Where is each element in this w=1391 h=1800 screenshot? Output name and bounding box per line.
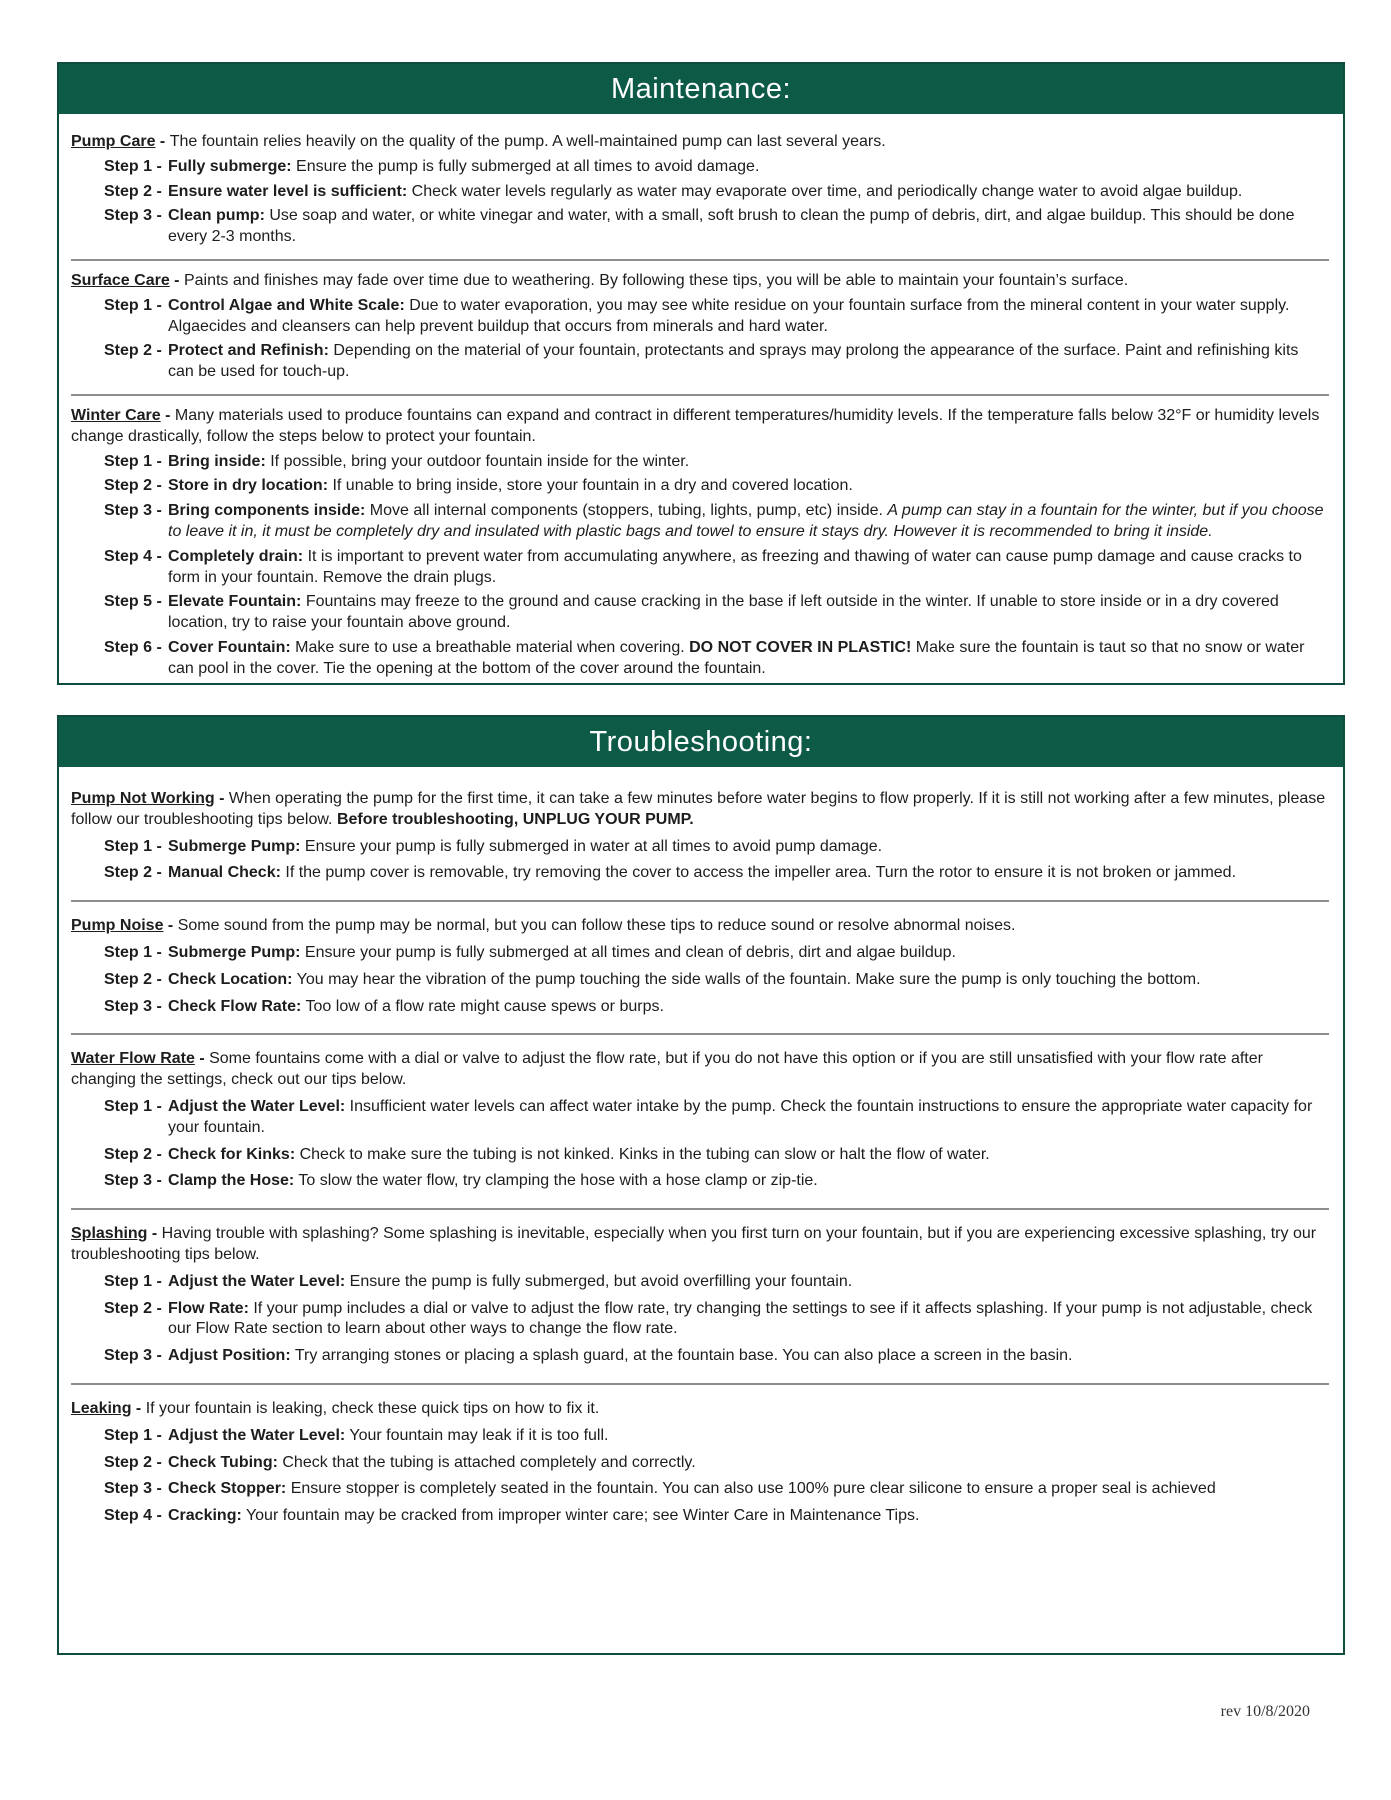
step-number-label: Step 1 - (104, 943, 162, 961)
text-segment: If the pump cover is removable, try removing the cover to access the impeller area. Turn the rotor to ensure it is not broken or jammed. (285, 864, 1237, 882)
step-number-label: Step 2 - (104, 1299, 162, 1317)
step-title: Protect and Refinish: (168, 342, 329, 360)
step-row-1 (104, 1097, 1329, 1139)
step-row-3 (104, 1346, 1329, 1367)
step-row-2 (104, 1453, 1329, 1474)
step-title: Elevate Fountain: (168, 593, 302, 611)
text-segment: Make sure the fountain is taut so that no snow or water can pool in the cover. Tie the opening at the bottom of the cover around the fountain. (168, 638, 1305, 677)
step-row-1 (104, 157, 1329, 178)
step-row-2 (104, 1299, 1329, 1341)
step-row-2 (104, 476, 1329, 497)
step-title: Check Stopper: (168, 1480, 287, 1498)
heading-dash: - (214, 790, 229, 807)
step-number-label: Step 6 - (104, 638, 162, 656)
topic-intro (71, 132, 1329, 153)
step-title: Clamp the Hose: (168, 1172, 295, 1190)
step-row-1 (104, 1426, 1329, 1447)
step-text (168, 1346, 1329, 1367)
step-title: Check Flow Rate: (168, 997, 302, 1015)
step-text (168, 1097, 1329, 1139)
topic-heading: Water Flow Rate (71, 1050, 195, 1068)
maintenance-section (57, 62, 1345, 685)
heading-dash: - (147, 1225, 162, 1243)
text-segment: Ensure the pump is fully submerged, but avoid overfilling your fountain. (349, 1272, 853, 1290)
step-text (168, 341, 1329, 383)
text-segment: Before troubleshooting, UNPLUG YOUR PUMP. (336, 810, 694, 828)
topic-heading: Leaking (71, 1399, 132, 1417)
text-segment: Fountains may freeze to the ground and cause cracking in the base if left outside in the winter. If unable to store inside or in a dry covered location, try to raise your fountain above ground. (168, 593, 1279, 632)
step-text (168, 1145, 1329, 1166)
text-segment: Ensure your pump is fully submerged in water at all times to avoid pump damage. (304, 837, 883, 855)
step-number-label: Step 1 - (104, 1097, 162, 1115)
text-segment: Ensure stopper is completely seated in the fountain. You can also use 100% pure clear silicone to ensure a proper seal is achieved (290, 1480, 1216, 1498)
topic-surface-care (71, 263, 1329, 392)
step-title: Bring components inside: (168, 502, 366, 520)
text-segment: Too low of a flow rate might cause spews or burps. (305, 997, 664, 1015)
step-title: Adjust the Water Level: (168, 1272, 346, 1290)
step-text (168, 1506, 1329, 1527)
topic-intro (71, 1224, 1329, 1266)
step-number-label: Step 3 - (104, 1347, 162, 1365)
topic-intro (71, 1049, 1329, 1091)
text-segment: Try arranging stones or placing a splash guard, at the fountain base. You can also place a screen in the basin. (294, 1347, 1073, 1365)
step-text (168, 1299, 1329, 1341)
topic-intro (71, 916, 1329, 937)
text-segment: Use soap and water, or white vinegar and water, with a small, soft brush to clean the pump of debris, dirt, and algae buildup. This should be done every 2-3 months. (168, 207, 1295, 246)
step-number-label: Step 2 - (104, 970, 162, 988)
step-row-2 (104, 341, 1329, 383)
step-row-3 (104, 1479, 1329, 1500)
text-segment: If unable to bring inside, store your fountain in a dry and covered location. (332, 477, 853, 495)
step-number-label: Step 4 - (104, 547, 162, 565)
step-text (168, 296, 1329, 338)
step-text (168, 1479, 1329, 1500)
step-number-label: Step 3 - (104, 997, 162, 1015)
topic-intro (71, 1399, 1329, 1420)
step-row-3 (104, 501, 1329, 543)
topic-winter-care (71, 398, 1329, 685)
text-segment: You may hear the vibration of the pump touching the side walls of the fountain. Make sure the pump is only touching the bottom. (296, 970, 1201, 988)
step-text (168, 863, 1329, 884)
text-segment: If your fountain is leaking, check these quick tips on how to fix it. (145, 1399, 600, 1417)
text-segment: Having trouble with splashing? Some splashing is inevitable, especially when you first turn on your fountain, but if you are experiencing excessive splashing, try our troubleshooting tips below. (71, 1225, 1317, 1263)
maintenance-title: Maintenance: (610, 72, 792, 105)
text-segment: The fountain relies heavily on the quality of the pump. A well-maintained pump can last several years. (169, 133, 886, 150)
troubleshooting-content (59, 767, 1343, 1549)
text-segment: Paints and finishes may fade over time due to weathering. By following these tips, you will be able to maintain your fountain’s surface. (183, 271, 1129, 289)
step-number-label: Step 3 - (104, 1172, 162, 1190)
step-title: Cracking: (168, 1507, 242, 1525)
text-segment: Check that the tubing is attached completely and correctly. (282, 1453, 696, 1471)
text-segment: Many materials used to produce fountains can expand and contract in different temperatures/humidity levels. If the temperature falls below 32°F or humidity levels change drastically, follow the steps below to protect your fountain. (71, 406, 1320, 445)
step-row-3 (104, 997, 1329, 1018)
step-title: Adjust the Water Level: (168, 1097, 346, 1115)
step-title: Ensure water level is sufficient: (168, 182, 408, 200)
step-text (168, 476, 1329, 497)
text-segment: If possible, bring your outdoor fountain inside for the winter. (270, 452, 690, 470)
step-title: Control Algae and White Scale: (168, 296, 405, 314)
step-text (168, 1426, 1329, 1447)
text-segment: Check to make sure the tubing is not kinked. Kinks in the tubing can slow or halt the flow of water. (299, 1145, 990, 1163)
step-row-4 (104, 547, 1329, 589)
step-number-label: Step 4 - (104, 1507, 162, 1525)
step-text (168, 997, 1329, 1018)
topic-divider (71, 259, 1329, 261)
step-number-label: Step 1 - (104, 837, 162, 855)
step-row-2 (104, 970, 1329, 991)
troubleshooting-section (57, 715, 1345, 1655)
step-row-1 (104, 296, 1329, 338)
step-row-5 (104, 592, 1329, 634)
heading-dash: - (131, 1399, 146, 1417)
text-segment: Ensure the pump is fully submerged at all times to avoid damage. (296, 157, 760, 175)
step-number-label: Step 3 - (104, 502, 162, 520)
maintenance-header-bar (59, 64, 1343, 114)
step-text (168, 1171, 1329, 1192)
step-title: Submerge Pump: (168, 837, 301, 855)
step-number-label: Step 2 - (104, 182, 162, 200)
step-row-4 (104, 1506, 1329, 1527)
step-text (168, 547, 1329, 589)
step-title: Fully submerge: (168, 157, 292, 175)
troubleshooting-title: Troubleshooting: (589, 725, 813, 758)
heading-dash: - (169, 271, 184, 289)
topic-heading: Pump Care (71, 133, 156, 150)
topic-heading: Winter Care (71, 406, 161, 424)
text-segment: Move all internal components (stoppers, tubing, lights, pump, etc) inside. (369, 502, 888, 520)
step-text (168, 943, 1329, 964)
step-row-2 (104, 1145, 1329, 1166)
topic-water-flow-rate (71, 1037, 1329, 1206)
step-row-3 (104, 1171, 1329, 1192)
topic-divider (71, 900, 1329, 902)
heading-dash: - (194, 1050, 210, 1068)
step-text (168, 157, 1329, 178)
step-text (168, 206, 1329, 248)
step-text (168, 970, 1329, 991)
step-text (168, 638, 1329, 680)
step-number-label: Step 3 - (104, 1480, 162, 1498)
topic-heading: Pump Noise (71, 917, 164, 935)
revision-note: rev 10/8/2020 (1220, 1703, 1310, 1720)
heading-dash: - (155, 133, 170, 150)
topic-heading: Splashing (71, 1225, 148, 1243)
topic-pump-noise (71, 904, 1329, 1031)
step-title: Completely drain: (168, 547, 304, 565)
step-text (168, 1453, 1329, 1474)
text-segment: A pump can stay in a fountain for the winter, but if you choose to leave it in, it must be completely dry and insulated with plastic bags and towel to ensure it stays dry. However it is recommended to bring it inside. (168, 502, 1324, 540)
step-title: Adjust the Water Level: (168, 1426, 346, 1444)
step-row-6 (104, 638, 1329, 680)
topic-divider (71, 1383, 1329, 1385)
topic-heading: Pump Not Working (71, 790, 215, 807)
step-number-label: Step 1 - (104, 452, 162, 470)
step-title: Check Tubing: (168, 1453, 278, 1471)
topic-pump-not-working (71, 777, 1329, 898)
text-segment: Some sound from the pump may be normal, but you can follow these tips to reduce sound or resolve abnormal noises. (177, 917, 1016, 935)
step-title: Manual Check: (168, 864, 281, 882)
step-title: Submerge Pump: (168, 943, 301, 961)
step-row-1 (104, 1272, 1329, 1293)
topic-divider (71, 1208, 1329, 1210)
step-number-label: Step 1 - (104, 1272, 162, 1290)
text-segment: Your fountain may leak if it is too full. (349, 1426, 609, 1444)
heading-dash: - (160, 406, 175, 424)
step-number-label: Step 2 - (104, 477, 162, 495)
step-title: Store in dry location: (168, 477, 329, 495)
step-number-label: Step 5 - (104, 593, 162, 611)
text-segment: Make sure to use a breathable material when covering. (295, 638, 690, 656)
step-text (168, 452, 1329, 473)
topic-intro (71, 789, 1329, 831)
step-number-label: Step 2 - (104, 1145, 162, 1163)
step-title: Adjust Position: (168, 1347, 291, 1365)
step-row-3 (104, 206, 1329, 248)
text-segment: Your fountain may be cracked from improper winter care; see Winter Care in Maintenance Tips. (245, 1507, 920, 1525)
step-number-label: Step 3 - (104, 207, 162, 225)
text-segment: When operating the pump for the first time, it can take a few minutes before water begins to flow properly. If it is still not working after a few minutes, please follow our troubleshooting tips below. (71, 790, 1326, 828)
text-segment: Check water levels regularly as water may evaporate over time, and periodically change water to avoid algae buildup. (411, 182, 1243, 200)
step-title: Clean pump: (168, 207, 265, 225)
text-segment: Some fountains come with a dial or valve to adjust the flow rate, but if you do not have this option or if you are still unsatisfied with your flow rate after changing the settings, check out our tips below. (71, 1050, 1263, 1089)
text-segment: Insufficient water levels can affect water intake by the pump. Check the fountain instructions to ensure the appropriate water capacity for your fountain. (168, 1097, 1313, 1136)
step-text (168, 182, 1329, 203)
step-row-1 (104, 837, 1329, 858)
step-row-2 (104, 182, 1329, 203)
step-title: Check Location: (168, 970, 293, 988)
step-row-1 (104, 452, 1329, 473)
step-title: Cover Fountain: (168, 638, 291, 656)
step-number-label: Step 1 - (104, 157, 162, 175)
text-segment: Depending on the material of your fountain, protectants and sprays may prolong the appearance of the surface. Paint and refinishing kits can be used for touch-up. (168, 342, 1299, 381)
troubleshooting-header-bar (59, 717, 1343, 767)
step-text (168, 501, 1329, 543)
text-segment: It is important to prevent water from accumulating anywhere, as freezing and thawing of water can cause pump damage and cause cracks to form in your fountain. Remove the drain plugs. (168, 547, 1302, 586)
topic-divider (71, 1033, 1329, 1035)
step-text (168, 592, 1329, 634)
topic-intro (71, 271, 1329, 292)
step-text (168, 837, 1329, 858)
step-number-label: Step 2 - (104, 342, 162, 360)
step-number-label: Step 1 - (104, 296, 162, 314)
step-number-label: Step 2 - (104, 1453, 162, 1471)
step-text (168, 1272, 1329, 1293)
step-number-label: Step 1 - (104, 1426, 162, 1444)
text-segment: Due to water evaporation, you may see white residue on your fountain surface from the mineral content in your water supply. Algaecides and cleansers can help prevent buildup that occurs from minerals and hard water. (168, 296, 1290, 335)
topic-leaking (71, 1387, 1329, 1541)
topic-splashing (71, 1212, 1329, 1381)
step-title: Check for Kinks: (168, 1145, 296, 1163)
text-segment: To slow the water flow, try clamping the hose with a hose clamp or zip-tie. (298, 1172, 818, 1190)
text-segment: If your pump includes a dial or valve to adjust the flow rate, try changing the settings to see if it affects splashing. If your pump is not adjustable, check our Flow Rate section to learn about other ways to change the flow rate. (168, 1299, 1313, 1338)
maintenance-content (59, 114, 1343, 685)
step-number-label: Step 2 - (104, 864, 162, 882)
step-title: Bring inside: (168, 452, 266, 470)
topic-pump-care (71, 124, 1329, 257)
text-segment: Ensure your pump is fully submerged at all times and clean of debris, dirt and algae buildup. (304, 943, 956, 961)
topic-heading: Surface Care (71, 271, 170, 289)
text-segment: DO NOT COVER IN PLASTIC! (689, 638, 912, 656)
step-row-1 (104, 943, 1329, 964)
topic-intro (71, 406, 1329, 448)
step-title: Flow Rate: (168, 1299, 249, 1317)
topic-divider (71, 394, 1329, 396)
heading-dash: - (163, 917, 178, 935)
step-row-2 (104, 863, 1329, 884)
